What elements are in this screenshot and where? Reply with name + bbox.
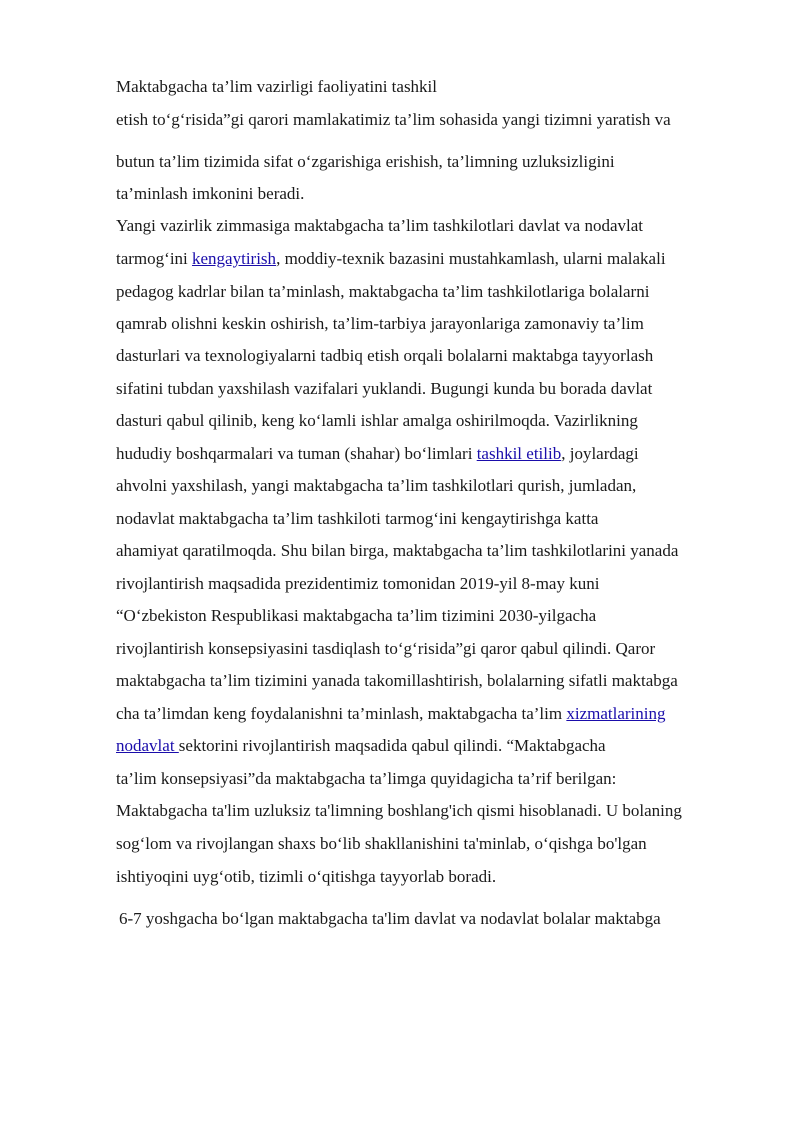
text-line: ta’minlash imkonini beradi. <box>116 184 305 203</box>
text-run: , joylardagi <box>561 444 639 463</box>
text-line: ta’lim konsepsiyasi”da maktabgacha ta’limga quyidagicha ta’rif berilgan: <box>116 769 617 788</box>
text-line: maktabgacha ta’lim tizimini yanada takomillashtirish, bolalarning sifatli maktabga <box>116 671 678 690</box>
text-line <box>116 735 606 757</box>
text-line: dasturlari va texnologiyalarni tadbiq etish orqali bolalarni maktabga tayyorlash <box>116 346 654 365</box>
text-line: dasturi qabul qilinib, keng ko‘lamli ishlar amalga oshirilmoqda. Vazirlikning <box>116 411 638 430</box>
text-line: Maktabgacha ta'lim uzluksiz ta'limning boshlang'ich qismi hisoblanadi. U bolaning <box>116 801 682 820</box>
text-line: ahvolni yaxshilash, yangi maktabgacha ta’lim tashkilotlari qurish, jumladan, <box>116 476 637 495</box>
text-line <box>116 443 639 465</box>
text-line: rivojlantirish konsepsiyasini tasdiqlash to‘g‘risida”gi qaror qabul qilindi. Qaror <box>116 639 656 658</box>
text-line: qamrab olishni keskin oshirish, ta’lim-tarbiya jarayonlariga zamonaviy ta’lim <box>116 314 644 333</box>
link-nodavlat[interactable]: nodavlat <box>116 736 179 755</box>
text-line: butun ta’lim tizimida sifat o‘zgarishiga erishish, ta’limning uzluksizligini <box>116 152 615 171</box>
text-line: 6-7 yoshgacha bo‘lgan maktabgacha ta'lim davlat va nodavlat bolalar maktabga <box>119 909 661 928</box>
text-line: “O‘zbekiston Respublikasi maktabgacha ta’lim tizimini 2030-yilgacha <box>116 606 597 625</box>
text-line: ahamiyat qaratilmoqda. Shu bilan birga, maktabgacha ta’lim tashkilotlarini yanada <box>116 541 679 560</box>
link-xizmatlarining[interactable]: xizmatlarining <box>566 704 666 723</box>
text-line: pedagog kadrlar bilan ta’minlash, maktabgacha ta’lim tashkilotlariga bolalarni <box>116 282 650 301</box>
text-line: nodavlat maktabgacha ta’lim tashkiloti tarmog‘ini kengaytirishga katta <box>116 509 599 528</box>
text-line: Maktabgacha ta’lim vazirligi faoliyatini tashkil <box>116 77 438 96</box>
text-line: ishtiyoqini uyg‘otib, tizimli o‘qitishga tayyorlab boradi. <box>116 867 497 886</box>
text-run: tarmog‘ini <box>116 249 193 268</box>
text-run: sektorini rivojlantirish maqsadida qabul qilindi. “Maktabgacha <box>178 736 606 755</box>
text-run: , moddiy-texnik bazasini mustahkamlash, ularni malakali <box>276 249 666 268</box>
link-tashkil-etilib[interactable]: tashkil etilib <box>476 444 562 463</box>
text-line: Yangi vazirlik zimmasiga maktabgacha ta’lim tashkilotlari davlat va nodavlat <box>116 216 644 235</box>
text-line <box>116 248 666 270</box>
text-line: sifatini tubdan yaxshilash vazifalari yuklandi. Bugungi kunda bu borada davlat <box>116 379 653 398</box>
text-run: cha ta’limdan keng foydalanishni ta’minlash, maktabgacha ta’lim <box>116 704 567 723</box>
text-run: hududiy boshqarmalari va tuman (shahar) bo‘limlari <box>116 444 477 463</box>
link-kengaytirish[interactable]: kengaytirish <box>192 249 277 268</box>
text-line <box>116 703 666 725</box>
text-line: rivojlantirish maqsadida prezidentimiz tomonidan 2019-yil 8-may kuni <box>116 574 600 593</box>
text-line: sog‘lom va rivojlangan shaxs bo‘lib shakllanishini ta'minlab, o‘qishga bo'lgan <box>116 834 647 853</box>
text-line: etish to‘g‘risida”gi qarori mamlakatimiz ta’lim sohasida yangi tizimni yaratish va <box>116 110 671 129</box>
